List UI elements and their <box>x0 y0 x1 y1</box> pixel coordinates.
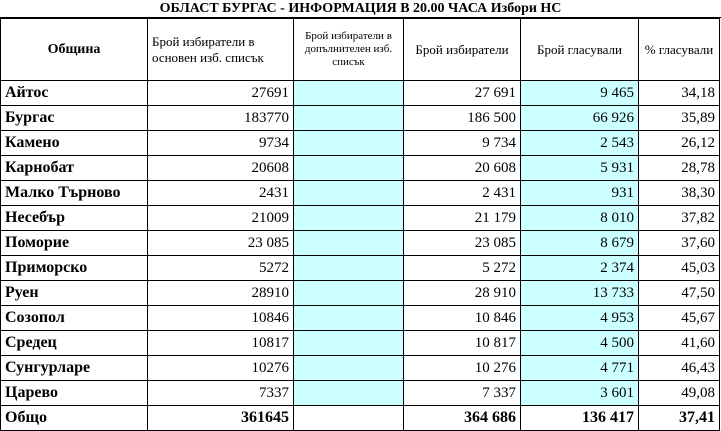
table-row <box>1 331 720 356</box>
cell-percent: 38,30 <box>639 181 720 206</box>
cell-main: 2431 <box>148 181 294 206</box>
cell-additional <box>294 281 404 306</box>
cell-voted: 8 679 <box>521 231 639 256</box>
cell-voters: 28 910 <box>404 281 521 306</box>
cell-main: 21009 <box>148 206 294 231</box>
cell-percent: 35,89 <box>639 106 720 131</box>
cell-percent: 45,03 <box>639 256 720 281</box>
cell-voters: 5 272 <box>404 256 521 281</box>
cell-additional <box>294 131 404 156</box>
table-row <box>1 231 720 256</box>
table-row <box>1 356 720 381</box>
cell-additional <box>294 106 404 131</box>
cell-voters: 2 431 <box>404 181 521 206</box>
cell-percent: 26,12 <box>639 131 720 156</box>
cell-voted: 136 417 <box>521 406 639 431</box>
cell-additional <box>294 156 404 181</box>
cell-voters: 10 817 <box>404 331 521 356</box>
cell-voted: 4 953 <box>521 306 639 331</box>
cell-additional <box>294 306 404 331</box>
report-title: ОБЛАСТ БУРГАС - ИНФОРМАЦИЯ В 20.00 ЧАСА Избори НС <box>0 0 721 18</box>
cell-additional <box>294 231 404 256</box>
table-row <box>1 281 720 306</box>
cell-name: Сунгурларе <box>1 356 148 381</box>
cell-main: 5272 <box>148 256 294 281</box>
cell-name: Айтос <box>1 81 148 106</box>
cell-percent: 46,43 <box>639 356 720 381</box>
cell-voters: 23 085 <box>404 231 521 256</box>
cell-main: 10817 <box>148 331 294 356</box>
table-row <box>1 256 720 281</box>
cell-additional <box>294 181 404 206</box>
cell-name: Поморие <box>1 231 148 256</box>
cell-main: 361645 <box>148 406 294 431</box>
cell-name: Общо <box>1 406 148 431</box>
table-row <box>1 81 720 106</box>
cell-main: 27691 <box>148 81 294 106</box>
cell-additional <box>294 256 404 281</box>
cell-percent: 41,60 <box>639 331 720 356</box>
table-row <box>1 106 720 131</box>
cell-name: Средец <box>1 331 148 356</box>
cell-voted: 2 543 <box>521 131 639 156</box>
turnout-table <box>0 18 720 431</box>
header-voted: Брой гласували <box>521 19 639 81</box>
cell-additional <box>294 331 404 356</box>
table-row <box>1 306 720 331</box>
cell-name: Карнобат <box>1 156 148 181</box>
cell-voted: 66 926 <box>521 106 639 131</box>
cell-percent: 37,82 <box>639 206 720 231</box>
cell-voters: 10 276 <box>404 356 521 381</box>
cell-main: 9734 <box>148 131 294 156</box>
cell-name: Камено <box>1 131 148 156</box>
cell-main: 7337 <box>148 381 294 406</box>
cell-additional <box>294 381 404 406</box>
cell-voters: 186 500 <box>404 106 521 131</box>
cell-name: Царево <box>1 381 148 406</box>
header-additional-list: Брой избиратели в допълнителен изб. списък <box>294 19 404 81</box>
cell-additional <box>294 356 404 381</box>
cell-voted: 4 500 <box>521 331 639 356</box>
cell-voters: 27 691 <box>404 81 521 106</box>
cell-additional <box>294 406 404 431</box>
cell-voted: 8 010 <box>521 206 639 231</box>
cell-name: Приморско <box>1 256 148 281</box>
cell-percent: 28,78 <box>639 156 720 181</box>
table-row <box>1 381 720 406</box>
cell-main: 20608 <box>148 156 294 181</box>
cell-voted: 931 <box>521 181 639 206</box>
cell-voters: 20 608 <box>404 156 521 181</box>
cell-additional <box>294 81 404 106</box>
cell-voted: 5 931 <box>521 156 639 181</box>
cell-voted: 9 465 <box>521 81 639 106</box>
table-row <box>1 156 720 181</box>
cell-percent: 37,41 <box>639 406 720 431</box>
cell-voted: 4 771 <box>521 356 639 381</box>
cell-name: Малко Търново <box>1 181 148 206</box>
header-row <box>1 19 720 81</box>
cell-voters: 364 686 <box>404 406 521 431</box>
cell-name: Несебър <box>1 206 148 231</box>
cell-name: Созопол <box>1 306 148 331</box>
cell-main: 23 085 <box>148 231 294 256</box>
cell-main: 10276 <box>148 356 294 381</box>
total-row <box>1 406 720 431</box>
cell-voters: 10 846 <box>404 306 521 331</box>
table-row <box>1 206 720 231</box>
cell-main: 28910 <box>148 281 294 306</box>
table-body <box>1 81 720 431</box>
cell-additional <box>294 206 404 231</box>
cell-voted: 13 733 <box>521 281 639 306</box>
cell-name: Руен <box>1 281 148 306</box>
cell-main: 10846 <box>148 306 294 331</box>
cell-percent: 45,67 <box>639 306 720 331</box>
cell-percent: 47,50 <box>639 281 720 306</box>
cell-voters: 9 734 <box>404 131 521 156</box>
cell-name: Бургас <box>1 106 148 131</box>
cell-voted: 2 374 <box>521 256 639 281</box>
header-voters: Брой избиратели <box>404 19 521 81</box>
header-municipality: Община <box>1 19 148 81</box>
cell-voters: 7 337 <box>404 381 521 406</box>
cell-percent: 34,18 <box>639 81 720 106</box>
table-row <box>1 131 720 156</box>
header-percent: % гласували <box>639 19 720 81</box>
cell-percent: 37,60 <box>639 231 720 256</box>
cell-voters: 21 179 <box>404 206 521 231</box>
cell-voted: 3 601 <box>521 381 639 406</box>
table-row <box>1 181 720 206</box>
header-main-list: Брой избиратели в основен изб. списък <box>148 19 294 81</box>
cell-percent: 49,08 <box>639 381 720 406</box>
cell-main: 183770 <box>148 106 294 131</box>
